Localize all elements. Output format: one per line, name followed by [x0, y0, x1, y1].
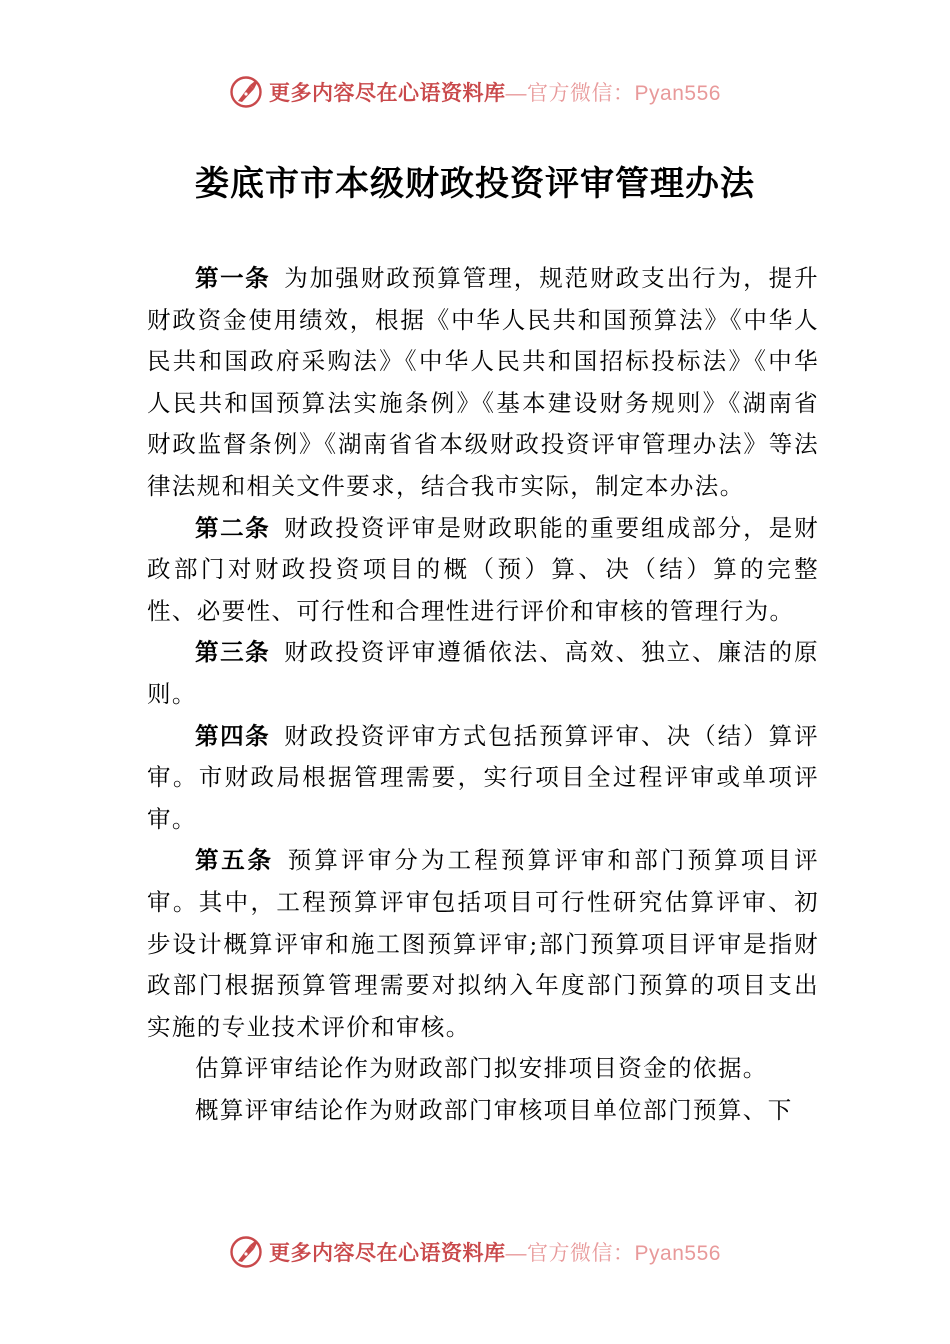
watermark-brand: 更多内容尽在心语资料库 — [269, 80, 506, 105]
article-text: 财政投资评审方式包括预算评审、决（结）算评审。市财政局根据管理需要，实行项目全过程评审或单项评审。 — [147, 721, 820, 833]
paragraph-text: 估算评审结论作为财政部门拟安排项目资金的依据。 — [195, 1054, 768, 1083]
article-text: 财政投资评审是财政职能的重要组成部分，是财政部门对财政投资项目的概（预）算、决（结）算的完整性、必要性、可行性和合理性进行评价和审核的管理行为。 — [147, 513, 820, 625]
pen-nib-circle-icon — [229, 75, 263, 109]
article-label: 第三条 — [195, 638, 271, 667]
article-2 — [147, 508, 819, 633]
article-text: 为加强财政预算管理，规范财政支出行为，提升财政资金使用绩效，根据《中华人民共和国预算法》《中华人民共和国政府采购法》《中华人民共和国招标投标法》《中华人民共和国预算法实施条例》《基本建设财务规则》《湖南省财政监督条例》《湖南省省本级财政投资评审管理办法》等法律法规和相关文件要求，结合我市实际，制定本办法。 — [147, 264, 820, 500]
watermark-wechat: 官方微信：Pyan556 — [527, 1242, 721, 1265]
document-title: 娄底市市本级财政投资评审管理办法 — [195, 164, 755, 204]
watermark-text — [269, 77, 721, 107]
article-label: 第五条 — [195, 846, 274, 875]
article-4 — [147, 716, 819, 841]
paragraph-estimate-review — [147, 1048, 819, 1090]
paragraph-budget-review — [147, 1090, 819, 1132]
document-body — [147, 258, 819, 1131]
watermark-wechat: 官方微信：Pyan556 — [527, 82, 721, 105]
watermark-separator: — — [505, 82, 528, 105]
article-5 — [147, 840, 819, 1048]
watermark-brand: 更多内容尽在心语资料库 — [269, 1240, 506, 1265]
watermark-banner-bottom — [0, 1232, 950, 1272]
article-text: 财政投资评审遵循依法、高效、独立、廉洁的原则。 — [147, 638, 820, 708]
article-3 — [147, 632, 819, 715]
watermark-separator: — — [505, 1242, 528, 1265]
article-label: 第四条 — [195, 721, 271, 750]
pen-nib-circle-icon — [229, 1235, 263, 1269]
article-label: 第一条 — [195, 264, 271, 292]
article-text: 预算评审分为工程预算评审和部门预算项目评审。其中，工程预算评审包括项目可行性研究估算评审、初步设计概算评审和施工图预算评审;部门预算项目评审是指财政部门根据预算管理需要对拟纳入年度部门预算的项目支出实施的专业技术评价和审核。 — [147, 846, 819, 1041]
article-1 — [147, 258, 819, 508]
watermark-text — [269, 1237, 721, 1267]
watermark-banner-top — [0, 72, 950, 112]
paragraph-text: 概算评审结论作为财政部门审核项目单位部门预算、下 — [195, 1095, 793, 1124]
article-label: 第二条 — [195, 513, 271, 542]
